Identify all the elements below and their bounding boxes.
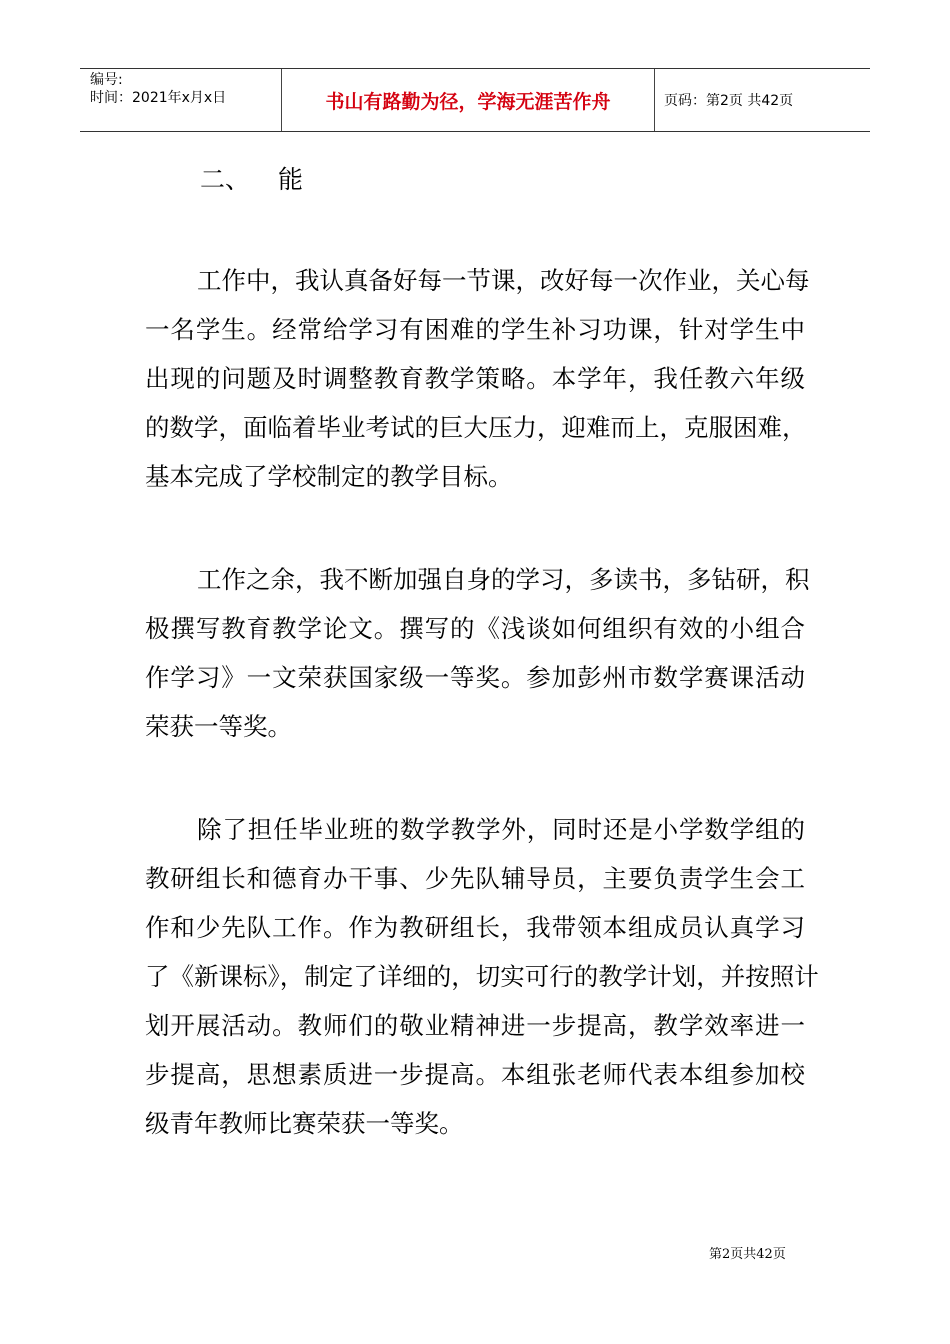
paragraph-line: 极撰写教育教学论文。撰写的《浅谈如何组织有效的小组合 — [145, 614, 805, 643]
paragraph-line: 除了担任毕业班的数学教学外，同时还是小学数学组的 — [197, 815, 805, 844]
section-heading — [200, 160, 303, 196]
header-motto: 书山有路勤为径，学海无涯苦作舟 — [325, 90, 611, 113]
paragraph — [145, 805, 819, 1148]
paragraph-line: 步提高，思想素质进一步提高。本组张老师代表本组参加校 — [145, 1060, 805, 1089]
paragraph — [145, 555, 810, 751]
paragraph-line: 出现的问题及时调整教育教学策略。本学年，我任教六年级 — [145, 364, 805, 393]
paragraph-line: 一名学生。经常给学习有困难的学生补习功课，针对学生中 — [145, 315, 805, 344]
paragraph-line: 级青年教师比赛荣获一等奖。 — [145, 1109, 464, 1138]
page-footer: 第2页共42页 — [709, 1247, 786, 1262]
paragraph-line: 作和少先队工作。作为教研组长，我带领本组成员认真学习 — [145, 913, 805, 942]
paragraph-line: 的数学，面临着毕业考试的巨大压力，迎难而上，克服困难， — [145, 413, 807, 442]
document-header — [80, 68, 870, 132]
section-number: 二、 — [200, 165, 251, 194]
paragraph-line: 划开展活动。教师们的敬业精神进一步提高，教学效率进一 — [145, 1011, 805, 1040]
paragraph-line: 荣获一等奖。 — [145, 712, 292, 741]
paragraph-line: 工作中，我认真备好每一节课，改好每一次作业，关心每 — [197, 266, 810, 295]
header-divider — [654, 69, 655, 131]
paragraph-line: 作学习》一文荣获国家级一等奖。参加彭州市数学赛课活动 — [145, 663, 805, 692]
paragraph-line: 了《新课标》，制定了详细的，切实可行的教学计划，并按照计 — [145, 962, 819, 991]
paragraph-line: 工作之余，我不断加强自身的学习，多读书，多钻研，积 — [197, 565, 810, 594]
time-label: 时间：2021年x月x日 — [90, 90, 227, 106]
paragraph — [145, 256, 810, 501]
number-label: 编号: — [90, 72, 123, 88]
paragraph-line: 基本完成了学校制定的教学目标。 — [145, 462, 513, 491]
paragraph-line: 教研组长和德育办干事、少先队辅导员，主要负责学生会工 — [145, 864, 805, 893]
header-meta — [90, 71, 226, 107]
section-title: 能 — [278, 165, 304, 194]
header-page-info: 页码：第2页 共42页 — [664, 93, 794, 109]
